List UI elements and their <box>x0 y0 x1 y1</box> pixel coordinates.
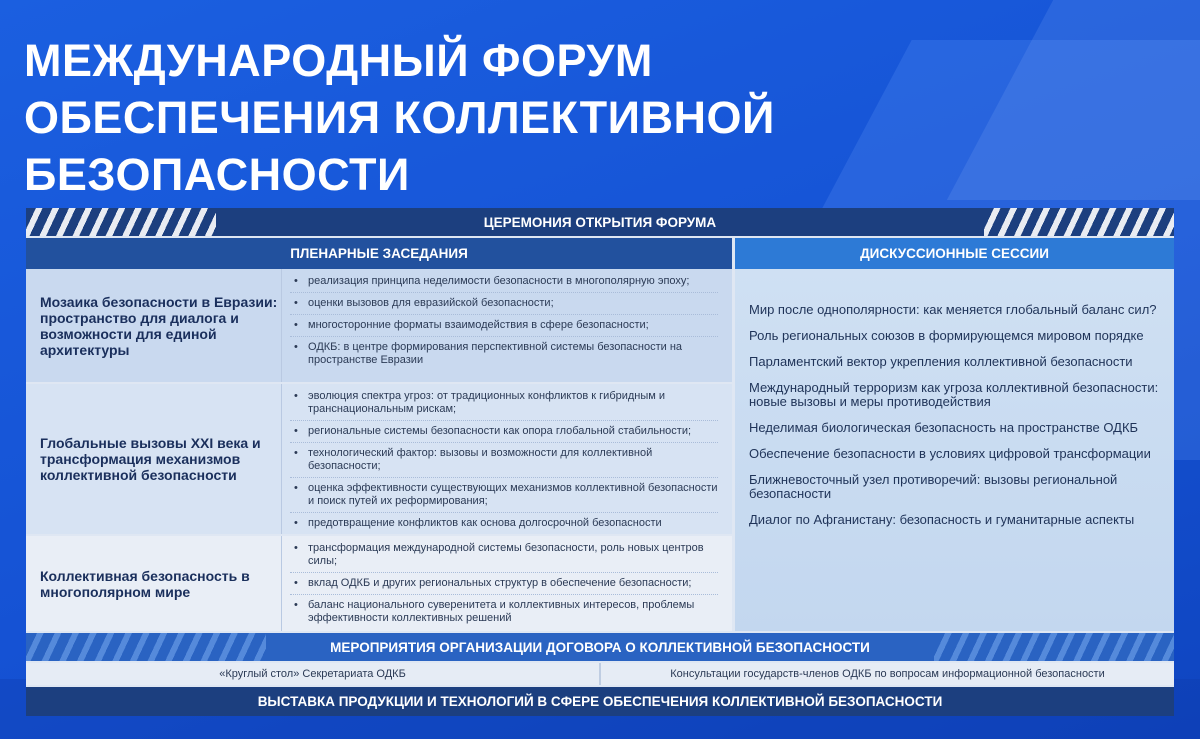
plenary-header: ПЛЕНАРНЫЕ ЗАСЕДАНИЯ <box>26 238 732 269</box>
discussion-item: Диалог по Афганистану: безопасность и гуманитарные аспекты <box>749 512 1135 527</box>
bullet-item: • эволюция спектра угроз: от традиционных конфликтов к гибридным и транснациональным рискам; <box>290 390 718 421</box>
bullet-item: • многосторонние форматы взаимодействия в сфере безопасности; <box>290 319 718 337</box>
discussion-item: Ближневосточный узел противоречий: вызовы региональной безопасности <box>749 472 1118 501</box>
discussion-item: Обеспечение безопасности в условиях цифровой трансформации <box>749 446 1151 461</box>
background-shape <box>947 0 1200 200</box>
bullet-item: • баланс национального суверенитета и коллективных интересов, проблемы эффективности коллективных решений <box>290 599 718 629</box>
plenary-topic: Коллективная безопасность в многополярном мире <box>40 567 250 600</box>
plenary-bullets <box>281 269 732 382</box>
discussion-item: Неделимая биологическая безопасность на пространстве ОДКБ <box>749 420 1139 435</box>
bullet-item: • реализация принципа неделимости безопасности в многополярную эпоху; <box>290 275 718 293</box>
csto-events-label: МЕРОПРИЯТИЯ ОРГАНИЗАЦИИ ДОГОВОРА О КОЛЛЕКТИВНОЙ БЕЗОПАСНОСТИ <box>330 639 870 655</box>
ceremony-bar <box>26 208 1174 236</box>
discussion-item: Парламентский вектор укрепления коллективной безопасности <box>749 354 1133 369</box>
plenary-bullets <box>281 384 732 534</box>
title-line: БЕЗОПАСНОСТИ <box>24 149 410 200</box>
stripes-decoration <box>26 208 216 236</box>
ceremony-label: ЦЕРЕМОНИЯ ОТКРЫТИЯ ФОРУМА <box>483 214 717 230</box>
stripes-decoration <box>26 633 266 661</box>
bullet-item: • региональные системы безопасности как опора глобальной стабильности; <box>290 425 718 443</box>
plenary-row <box>26 536 732 631</box>
plenary-row <box>26 269 732 382</box>
plenary-topic: Мозаика безопасности в Евразии: пространство для диалога и возможности для единой архитектуры <box>40 293 278 358</box>
plenary-bullets <box>281 536 732 631</box>
title-line: МЕЖДУНАРОДНЫЙ ФОРУМ <box>24 35 653 86</box>
exhibition-bar <box>26 687 1174 716</box>
bullet-item: • оценки вызовов для евразийской безопасности; <box>290 297 718 315</box>
bullet-item: • вклад ОДКБ и других региональных структур в обеспечение безопасности; <box>290 577 718 595</box>
csto-event: Консультации государств-членов ОДКБ по вопросам информационной безопасности <box>599 663 1174 685</box>
discussion-sessions <box>735 269 1174 631</box>
stripes-decoration <box>934 633 1174 661</box>
plenary-row <box>26 384 732 534</box>
csto-events-bar <box>26 633 1174 661</box>
page-title <box>24 32 924 203</box>
discussion-item: Международный терроризм как угроза коллективной безопасности: новые вызовы и меры противодействия <box>749 380 1159 409</box>
bullet-item: • оценка эффективности существующих механизмов коллективной безопасности и поиск путей их реформирования; <box>290 482 718 513</box>
title-line: ОБЕСПЕЧЕНИЯ КОЛЛЕКТИВНОЙ <box>24 92 775 143</box>
csto-event: «Круглый стол» Секретариата ОДКБ <box>26 663 599 685</box>
discussion-item: Мир после однополярности: как меняется глобальный баланс сил? <box>749 302 1157 317</box>
discussion-item: Роль региональных союзов в формирующемся мировом порядке <box>749 328 1144 343</box>
program-table <box>26 208 1174 716</box>
plenary-sessions <box>26 269 732 631</box>
plenary-topic: Глобальные вызовы XXI века и трансформация механизмов коллективной безопасности <box>40 435 261 483</box>
bullet-item: • технологический фактор: вызовы и возможности для коллективной безопасности; <box>290 447 718 478</box>
csto-events-row <box>26 663 1174 685</box>
bullet-item: • предотвращение конфликтов как основа долгосрочной безопасности <box>290 517 718 534</box>
bullet-item: • трансформация международной системы безопасности, роль новых центров силы; <box>290 542 718 573</box>
stripes-decoration <box>984 208 1174 236</box>
exhibition-label: ВЫСТАВКА ПРОДУКЦИИ И ТЕХНОЛОГИЙ В СФЕРЕ ОБЕСПЕЧЕНИЯ КОЛЛЕКТИВНОЙ БЕЗОПАСНОСТИ <box>257 694 943 709</box>
bullet-item: • ОДКБ: в центре формирования перспективной системы безопасности на пространстве Евразии <box>290 341 718 371</box>
discussion-header: ДИСКУССИОННЫЕ СЕССИИ <box>735 238 1174 269</box>
